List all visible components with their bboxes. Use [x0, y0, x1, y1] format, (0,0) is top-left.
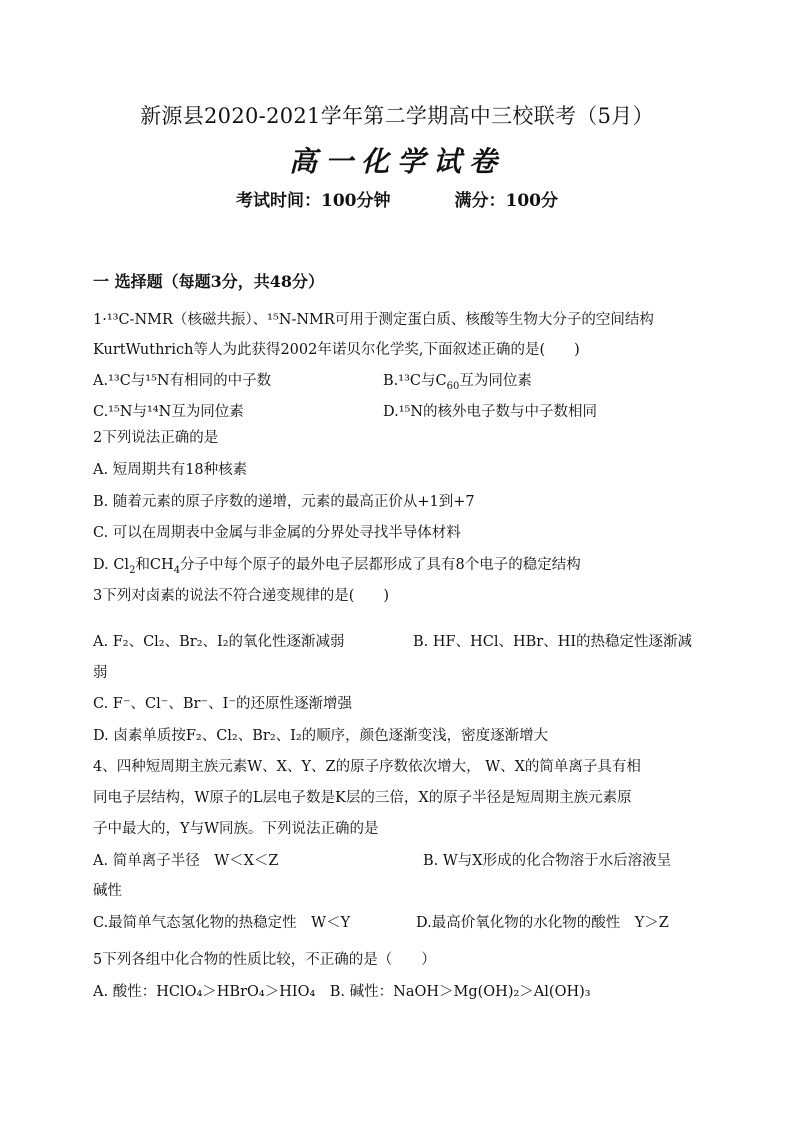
q3-option-d: D. 卤素单质按F₂、Cl₂、Br₂、I₂的顺序，颜色逐渐变浅，密度逐渐增大 [93, 728, 549, 744]
q1-stem-line1: 1·¹³C-NMR（核磁共振）、¹⁵N-NMR可用于测定蛋白质、核酸等生物大分子的空间结构 [93, 312, 654, 328]
section-heading: 一 选择题（每题3分，共48分） [93, 272, 324, 291]
q2-option-a: A. 短周期共有18种核素 [93, 462, 248, 478]
q4-stem-line1: 4、四种短周期主族元素W、X、Y、Z的原子序数依次增大， W、X的简单离子具有相 [93, 759, 641, 775]
q1-option-d: D.¹⁵N的核外电子数与中子数相同 [383, 404, 598, 420]
q4-option-a: A. 简单离子半径 W＜X＜Z [93, 853, 279, 869]
page-title: 新源县2020-2021学年第二学期高中三校联考（5月） [140, 104, 654, 128]
q3-option-b-cont: 弱 [93, 665, 108, 681]
q4-stem-line2: 同电子层结构，W原子的L层电子数是K层的三倍，X的原子半径是短周期主族元素原 [93, 790, 632, 806]
full-score: 满分：100分 [454, 191, 558, 211]
q2-option-b: B. 随着元素的原子序数的递增，元素的最高正价从+1到+7 [93, 494, 475, 510]
q1-option-c: C.¹⁵N与¹⁴N互为同位素 [93, 404, 244, 420]
q4-option-d: D.最高价氧化物的水化物的酸性 Y＞Z [416, 915, 669, 931]
q2-option-d: D. $Cl_2$和$CH_4$分子中每个原子的最外电子层都形成了具有8个电子的稳定结构 [93, 557, 581, 576]
q2-option-c: C. 可以在周期表中金属与非金属的分界处寻找半导体材料 [93, 525, 461, 541]
q4-option-b-cont: 碱性 [93, 883, 122, 899]
q1-stem-line2: KurtWuthrich等人为此获得2002年诺贝尔化学奖,下面叙述正确的是( ) [93, 342, 580, 358]
q3-option-a: A. F₂、Cl₂、Br₂、I₂的氧化性逐渐减弱 [93, 634, 345, 650]
exam-subject-title: 高一化学试卷 [288, 145, 505, 178]
q4-option-b: B. W与X形成的化合物溶于水后溶液呈 [423, 853, 672, 869]
q3-stem: 3下列对卤素的说法不符合递变规律的是( ) [93, 588, 390, 604]
q1-option-b: B.¹³C与$C_{60}$互为同位素 [383, 373, 532, 392]
q3-option-b: B. HF、HCl、HBr、HI的热稳定性逐渐减 [413, 634, 693, 650]
q1-option-a: A.¹³C与¹⁵N有相同的中子数 [93, 373, 272, 389]
exam-info [0, 186, 794, 211]
exam-time: 考试时间：100分钟 [236, 191, 391, 211]
q5-stem: 5下列各组中化合物的性质比较，不正确的是（ ） [93, 952, 436, 968]
q5-options-ab: A. 酸性：HClO₄＞HBrO₄＞HIO₄ B. 碱性：NaOH＞Mg(OH)₂＞Al(OH)₃ [93, 984, 591, 1000]
q4-option-c: C.最简单气态氢化物的热稳定性 W＜Y [93, 915, 351, 931]
q2-stem: 2下列说法正确的是 [93, 430, 219, 446]
q3-option-c: C. F⁻、Cl⁻、Br⁻、I⁻的还原性逐渐增强 [93, 696, 353, 712]
q4-stem-line3: 子中最大的，Y与W同族。下列说法正确的是 [93, 821, 379, 837]
